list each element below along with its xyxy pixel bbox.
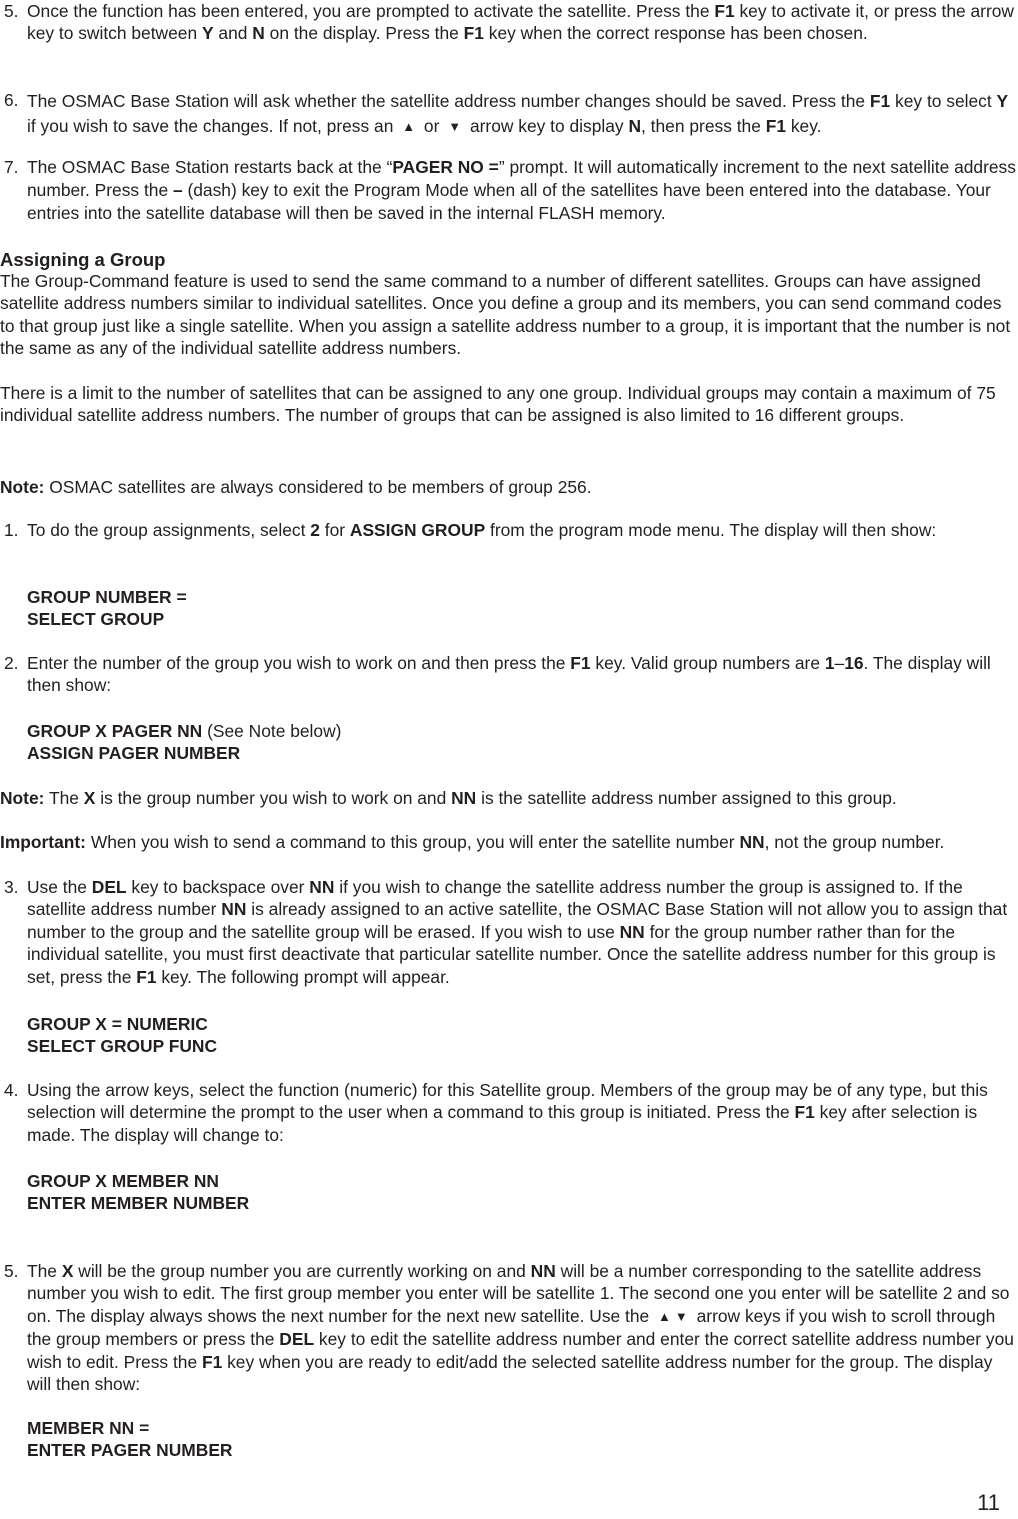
display-line: MEMBER NN = bbox=[27, 1418, 150, 1438]
list-number: 6. bbox=[4, 90, 19, 110]
page-number: 11 bbox=[977, 1490, 1000, 1515]
list-item-6-save bbox=[0, 89, 1016, 139]
list-number: 1. bbox=[4, 520, 19, 540]
display-line: ENTER MEMBER NUMBER bbox=[27, 1193, 250, 1213]
down-arrow-icon: ▼ bbox=[674, 1308, 688, 1324]
list-item-text: To do the group assignments, select 2 for ASSIGN GROUP from the program mode menu. The display will then show: bbox=[27, 520, 937, 540]
list-number: 7. bbox=[4, 157, 19, 177]
display-line: GROUP NUMBER = bbox=[27, 587, 187, 607]
display-line: GROUP X PAGER NN (See Note below) bbox=[27, 721, 342, 741]
list-item-5-group-member bbox=[0, 1260, 1016, 1395]
list-item-text: Use the DEL key to backspace over NN if you wish to change the satellite address number the group is assigned to. If the satellite address number NN is already assigned to an active satellite, the OSMAC Base Station will not allow you to assign that number to the group and the satellite group will be erased. If you wish to use NN for the group number rather than for the individual satellite, you must first deactivate that particular satellite number. Once the satellite address number for this group is set, press the F1 key. The following prompt will appear. bbox=[27, 877, 1008, 987]
up-arrow-icon: ▲ bbox=[402, 119, 416, 134]
limit-paragraph: There is a limit to the number of satellites that can be assigned to any one group. Individual groups may contain a maximum of 75 individual satellite address numbers. The number of groups that can be assigned is also limited to 16 different groups. bbox=[0, 383, 996, 426]
list-number: 3. bbox=[4, 877, 19, 897]
intro-paragraph: The Group-Command feature is used to send the same command to a number of different satellites. Groups can have assigned satellite address numbers similar to individual satellites. Once you define a group and its members, you can send command codes to that group just like a single satellite. When you assign a satellite address number to a group, it is important that the number is not the same as any of the individual satellite address numbers. bbox=[0, 271, 1011, 359]
list-item-text: Once the function has been entered, you are prompted to activate the satellite. Press the F1 key to activate it, or press the arrow key to switch between Y and N on the display. Press the F1 key when the correct response has been chosen. bbox=[27, 1, 1014, 44]
display-line: GROUP X = NUMERIC bbox=[27, 1014, 208, 1034]
list-item-text: Using the arrow keys, select the function (numeric) for this Satellite group. Members of the group may be of any type, but this selection will determine the prompt to the user when a command to this group is initiated. Press the F1 key after selection is made. The display will change to: bbox=[27, 1080, 988, 1145]
display-line: SELECT GROUP FUNC bbox=[27, 1036, 218, 1056]
important-note: Important: When you wish to send a command to this group, you will enter the satellite number NN, not the group number. bbox=[0, 832, 945, 852]
list-item-2-enter-group bbox=[0, 652, 1016, 697]
display-line: ENTER PAGER NUMBER bbox=[27, 1440, 233, 1460]
down-arrow-icon: ▼ bbox=[448, 119, 462, 134]
list-number: 2. bbox=[4, 653, 19, 673]
list-item-text: Enter the number of the group you wish to work on and then press the F1 key. Valid group numbers are 1–16. The display will then show: bbox=[27, 653, 991, 696]
note-group-x: Note: The X is the group number you wish to work on and NN is the satellite address number assigned to this group. bbox=[0, 788, 897, 808]
list-item-3-backspace bbox=[0, 876, 1016, 988]
display-line: SELECT GROUP bbox=[27, 609, 165, 629]
list-item-text: The OSMAC Base Station will ask whether the satellite address number changes should be saved. Press the F1 key to select Y if you wish to save the changes. If not, press an ▲ or ▼ arrow key to display N, then press the F1 key. bbox=[27, 89, 1016, 139]
list-item-text: The OSMAC Base Station restarts back at the “PAGER NO =” prompt. It will automatically increment to the next satellite address number. Press the – (dash) key to exit the Program Mode when all of the satellites have been entered into the database. Your entries into the satellite database will then be saved in the internal FLASH memory. bbox=[27, 157, 1016, 223]
note-group-256: Note: OSMAC satellites are always considered to be members of group 256. bbox=[0, 477, 592, 497]
up-arrow-icon: ▲ bbox=[658, 1308, 671, 1324]
list-number: 5. bbox=[4, 1, 19, 21]
list-item-5-activate bbox=[0, 0, 1016, 45]
list-item-4-select-function bbox=[0, 1079, 1016, 1146]
display-line: GROUP X MEMBER NN bbox=[27, 1171, 219, 1191]
display-line: ASSIGN PAGER NUMBER bbox=[27, 743, 241, 763]
list-item-text: The X will be the group number you are currently working on and NN will be a number corresponding to the satellite address number you wish to edit. The first group member you enter will be satellite 1. The second one you enter will be satellite 2 and so on. The display always shows the next number for the next new satellite. Use the ▲ ▼ arrow keys if you wish to scroll through the group members or press the DEL key to edit the satellite address number and enter the correct satellite address number you wish to edit. Press the F1 key when you are ready to edit/add the selected satellite address number for the group. The display will then show: bbox=[27, 1261, 1014, 1395]
section-heading: Assigning a Group bbox=[0, 249, 166, 270]
list-number: 5. bbox=[4, 1261, 19, 1281]
list-item-1-assign-group bbox=[0, 519, 1016, 541]
list-number: 4. bbox=[4, 1080, 19, 1100]
list-item-7-restart bbox=[0, 156, 1016, 225]
